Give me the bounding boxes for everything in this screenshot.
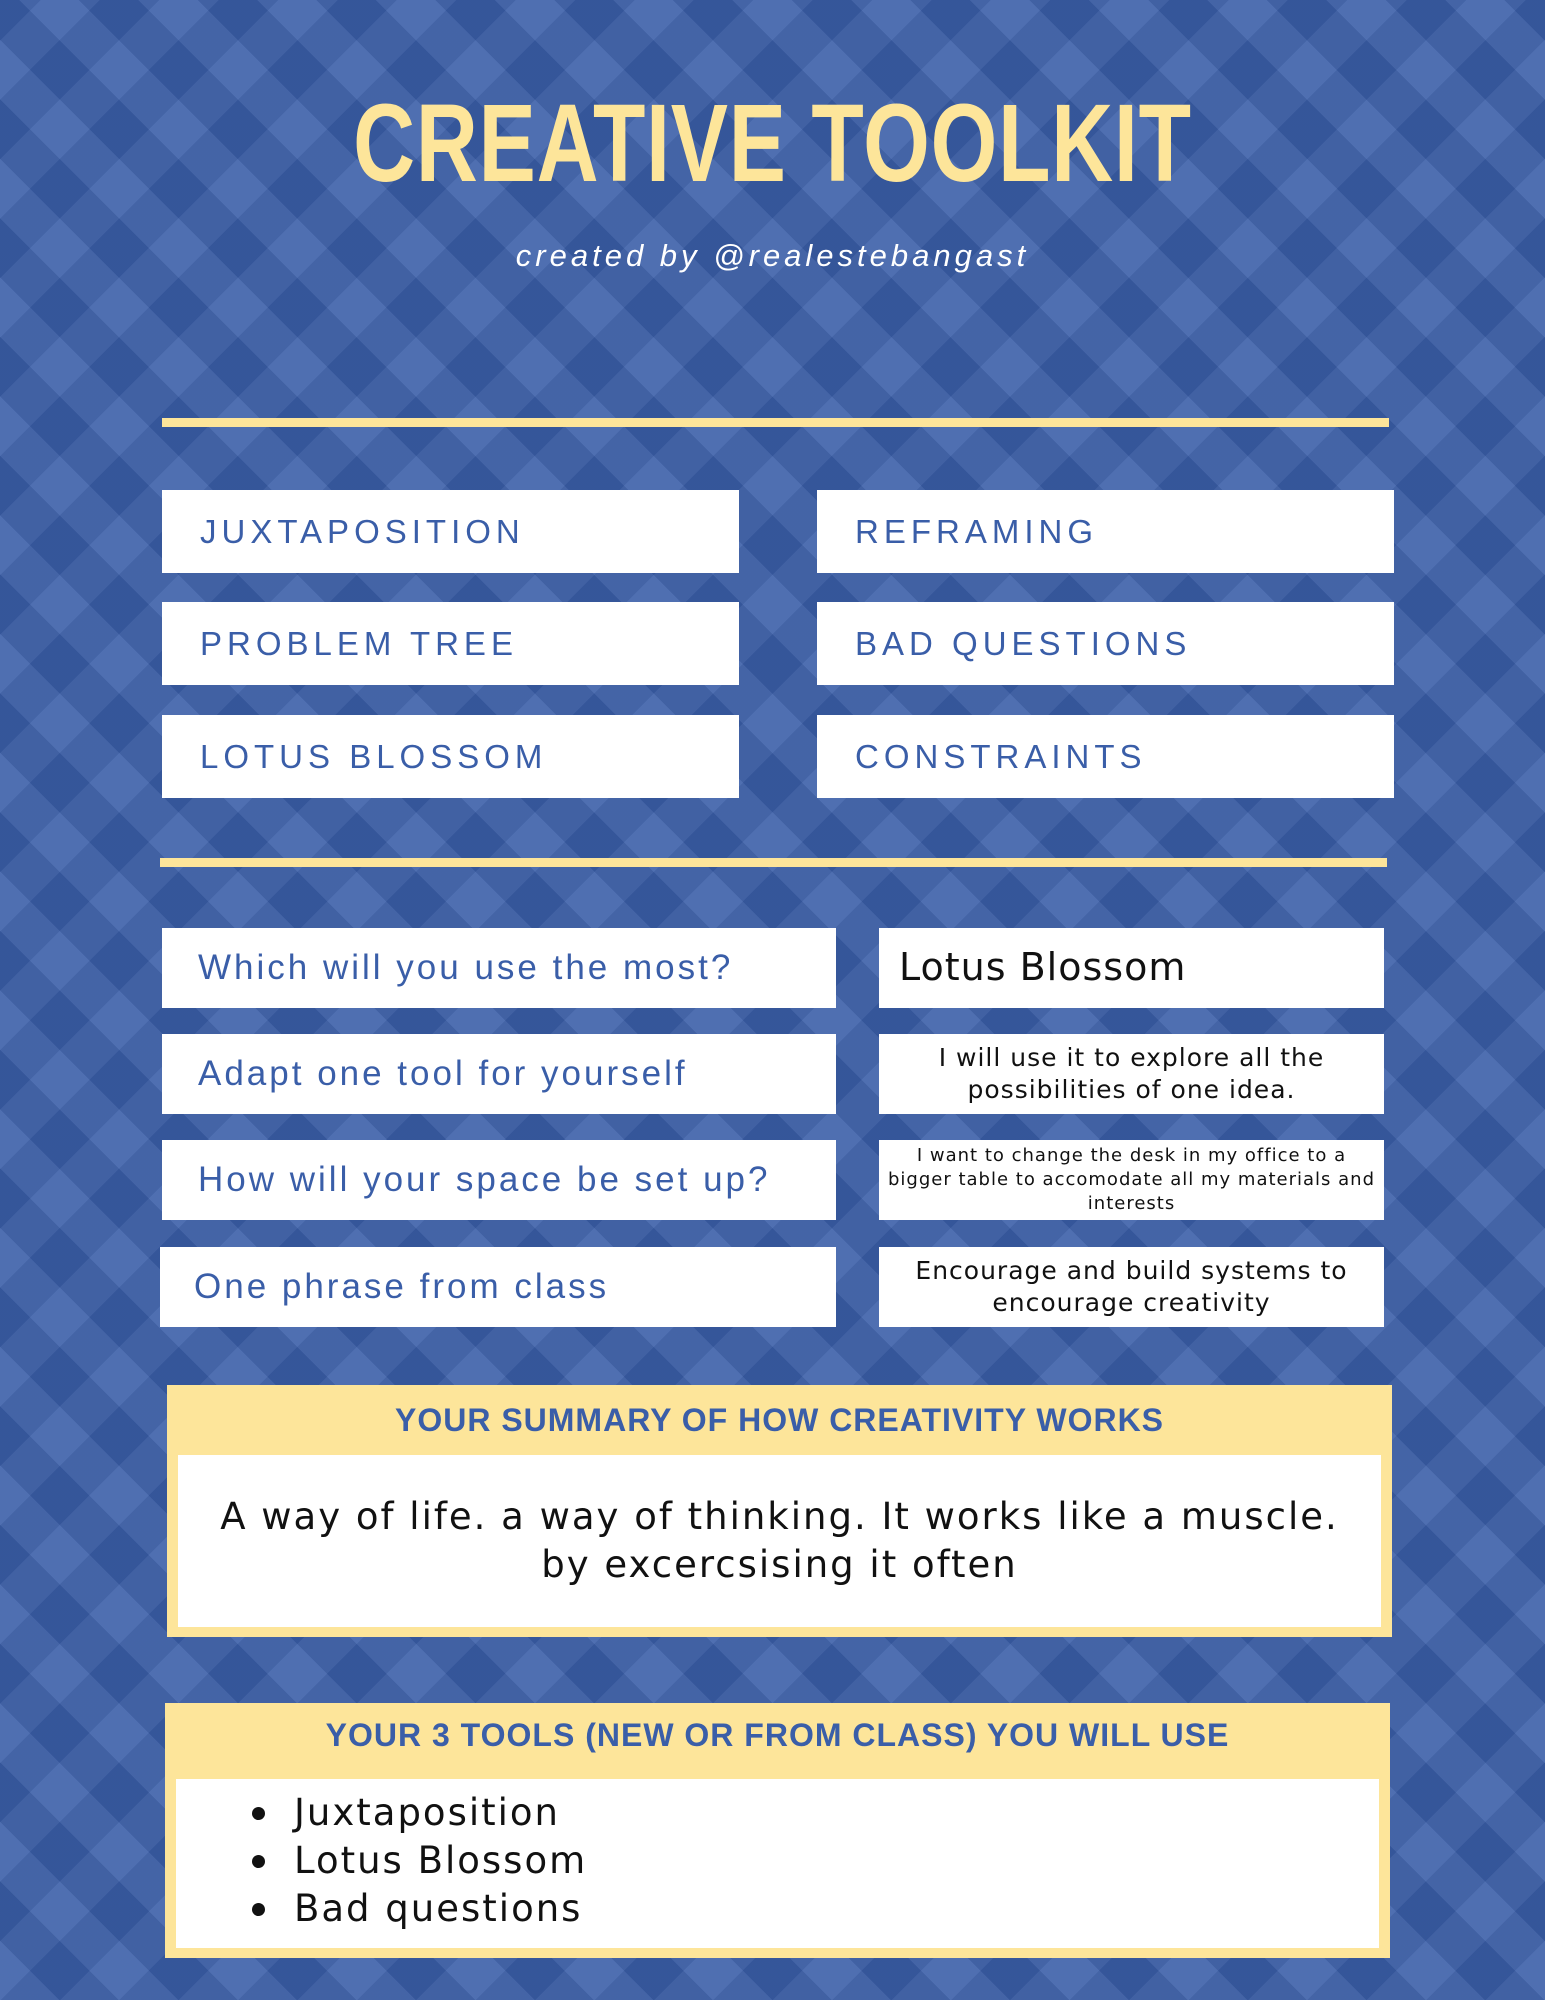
list-item: Lotus Blossom (176, 1837, 1379, 1885)
summary-panel (167, 1385, 1392, 1637)
question-most-used: Which will you use the most? (162, 928, 836, 1008)
three-tools-list (176, 1789, 1379, 1933)
answer-adapt-tool: I will use it to explore all the possibilities of one idea. (879, 1034, 1384, 1114)
question-class-phrase: One phrase from class (160, 1247, 836, 1327)
list-item: Bad questions (176, 1885, 1379, 1933)
question-adapt-tool: Adapt one tool for yourself (162, 1034, 836, 1114)
tool-bad-questions: BAD QUESTIONS (817, 602, 1394, 685)
divider-top (162, 418, 1389, 427)
three-tools-panel (165, 1703, 1390, 1958)
answer-class-phrase: Encourage and build systems to encourage creativity (879, 1247, 1384, 1327)
tool-problem-tree: PROBLEM TREE (162, 602, 739, 685)
three-tools-body (176, 1779, 1379, 1948)
tool-lotus-blossom: LOTUS BLOSSOM (162, 715, 739, 798)
tool-juxtaposition: JUXTAPOSITION (162, 490, 739, 573)
divider-middle (160, 858, 1387, 867)
question-space-setup: How will your space be set up? (162, 1140, 836, 1220)
page-title: CREATIVE TOOLKIT (353, 82, 1192, 205)
answer-most-used: Lotus Blossom (879, 928, 1384, 1008)
list-item: Juxtaposition (176, 1789, 1379, 1837)
summary-heading: YOUR SUMMARY OF HOW CREATIVITY WORKS (394, 1401, 1165, 1438)
author-credit: created by @realestebangast (515, 238, 1030, 273)
tool-constraints: CONSTRAINTS (817, 715, 1394, 798)
answer-space-setup: I want to change the desk in my office to a bigger table to accomodate all my materials and interests (879, 1140, 1384, 1220)
three-tools-heading: YOUR 3 TOOLS (NEW OR FROM CLASS) YOU WILL USE (325, 1716, 1230, 1753)
tool-reframing: REFRAMING (817, 490, 1394, 573)
summary-text: A way of life. a way of thinking. It works like a muscle. by excercsising it often (178, 1455, 1381, 1627)
